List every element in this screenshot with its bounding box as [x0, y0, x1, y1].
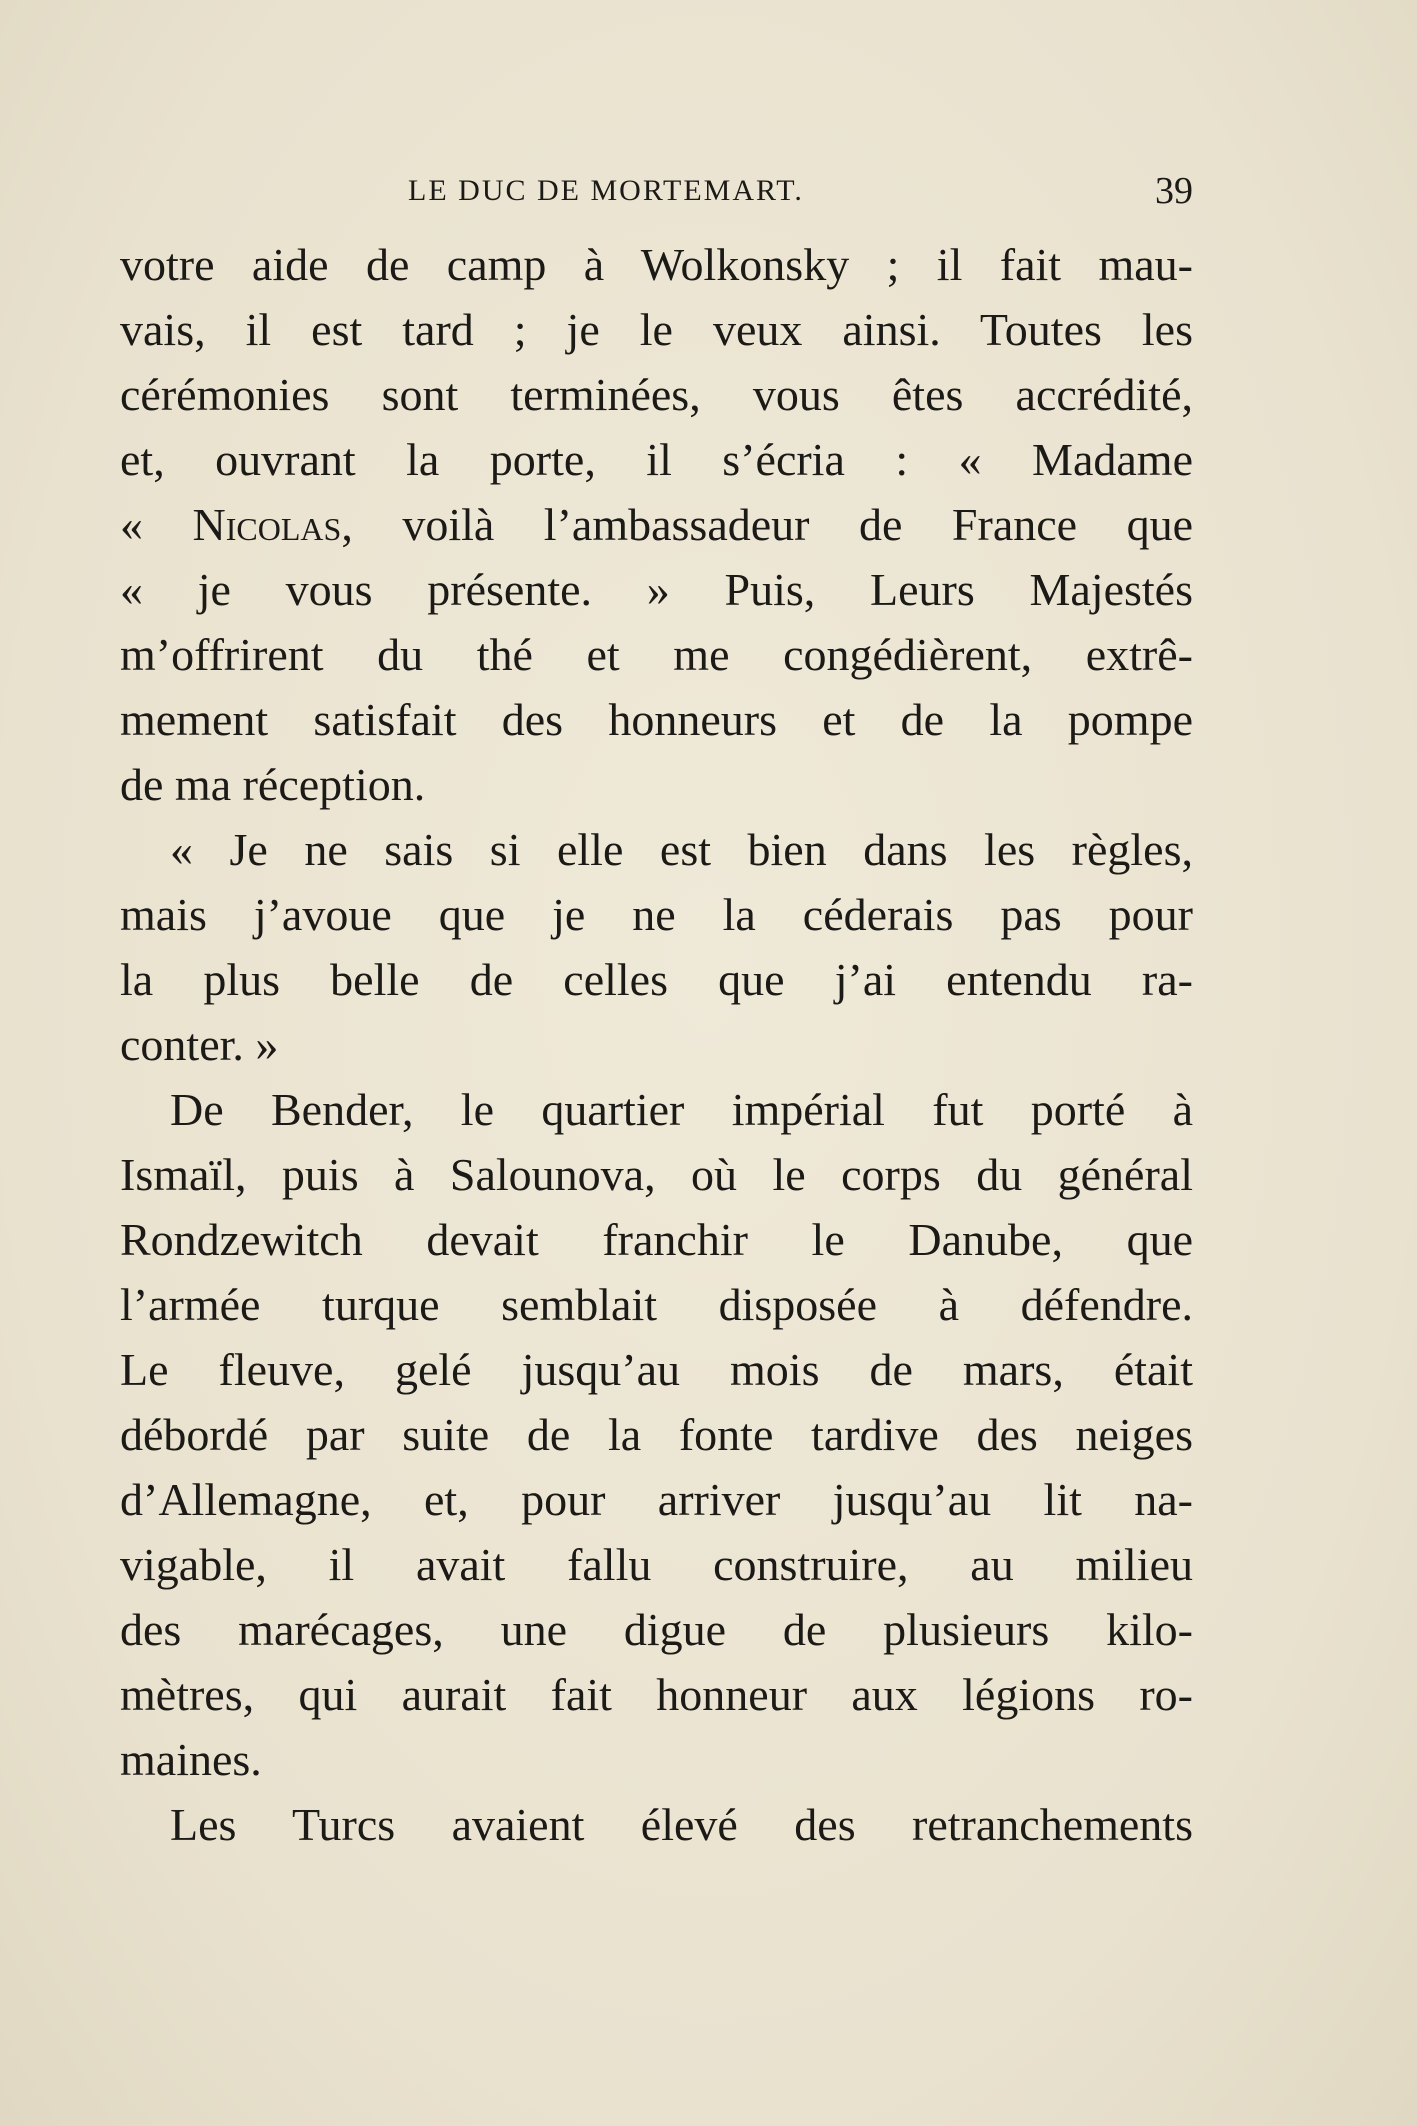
text-line: m’offrirent du thé et me congédièrent, extrê- — [120, 629, 1193, 680]
text-line: De Bender, le quartier impérial fut porté à — [170, 1084, 1193, 1135]
text-line: la plus belle de celles que j’ai entendu ra- — [120, 954, 1193, 1005]
text-line: maines. — [120, 1734, 262, 1785]
text-line: conter. » — [120, 1019, 279, 1070]
page-header — [408, 166, 1193, 216]
text-line: vais, il est tard ; je le veux ainsi. Toutes les — [120, 304, 1193, 355]
text-line — [120, 492, 1193, 557]
text-line: des marécages, une digue de plusieurs kilo- — [120, 1604, 1193, 1655]
text-line: mement satisfait des honneurs et de la pompe — [120, 694, 1193, 745]
text-line: mètres, qui aurait fait honneur aux légions ro- — [120, 1669, 1193, 1720]
text-line: vigable, il avait fallu construire, au milieu — [120, 1539, 1193, 1590]
text-line: Le fleuve, gelé jusqu’au mois de mars, était — [120, 1344, 1193, 1395]
page-number: 39 — [1155, 170, 1193, 212]
text-line: l’armée turque semblait disposée à défendre. — [120, 1279, 1193, 1330]
text-line: d’Allemagne, et, pour arriver jusqu’au lit na- — [120, 1474, 1193, 1525]
text-line: de ma réception. — [120, 759, 426, 810]
text-line: cérémonies sont terminées, vous êtes accrédité, — [120, 369, 1193, 420]
text-line: Les Turcs avaient élevé des retranchements — [170, 1799, 1193, 1850]
text-line: votre aide de camp à Wolkonsky ; il fait mau- — [120, 239, 1193, 290]
text-line: débordé par suite de la fonte tardive des neiges — [120, 1409, 1193, 1460]
small-caps-name: Nicolas — [192, 499, 342, 550]
text-line: mais j’avoue que je ne la céderais pas pour — [120, 889, 1193, 940]
text-line: Ismaïl, puis à Salounova, où le corps du général — [120, 1149, 1193, 1200]
body-text — [120, 232, 1193, 1857]
text-line: « je vous présente. » Puis, Leurs Majestés — [120, 564, 1193, 615]
text-line: « Je ne sais si elle est bien dans les règles, — [170, 824, 1193, 875]
quote-mark: « — [120, 499, 193, 550]
text-line: et, ouvrant la porte, il s’écria : « Madame — [120, 434, 1193, 485]
text-line-rest: , voilà l’ambassadeur de France que — [341, 499, 1193, 550]
text-line: Rondzewitch devait franchir le Danube, que — [120, 1214, 1193, 1265]
running-title: LE DUC DE MORTEMART. — [408, 174, 804, 207]
